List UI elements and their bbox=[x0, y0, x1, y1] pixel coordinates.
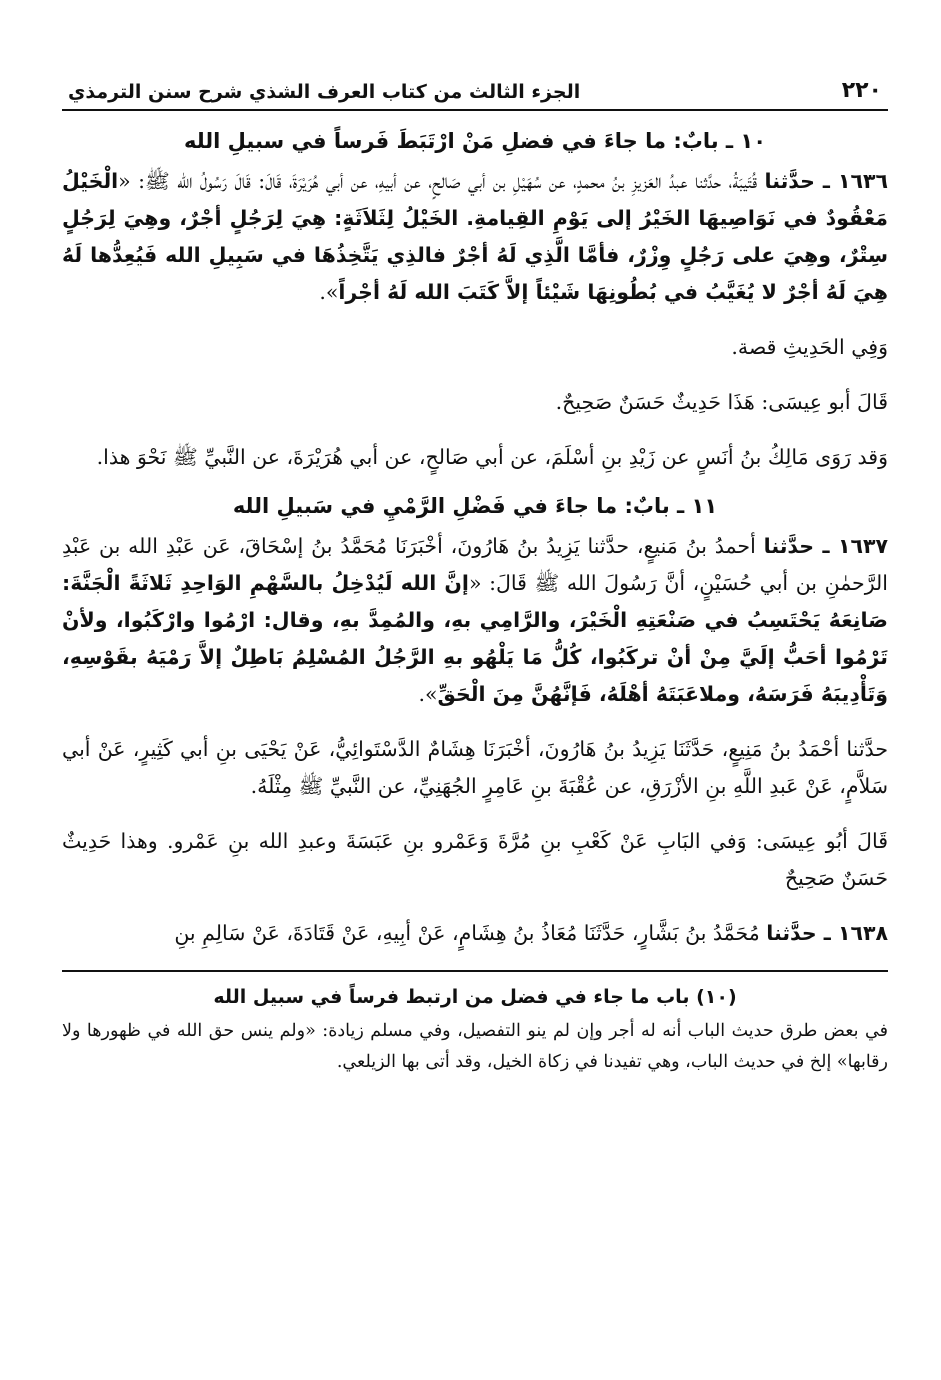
running-header bbox=[62, 78, 888, 111]
footnote-text: في بعض طرق حديث الباب أنه له أجر وإن لم ينو التفصيل، وفي مسلم زيادة: «ولم ينس حق الله في ظهورها ولا رقابها» إلخ في حديث الباب، وهي تفيدنا في زكاة الخيل، وقد أتى بها الزيلعي. bbox=[62, 1021, 888, 1072]
hadith-number: ١٦٣٦ ـ حدَّثنا bbox=[764, 169, 888, 193]
quote-close: ». bbox=[319, 280, 339, 304]
note-qissa: وَفِي الحَدِيثِ قصة. bbox=[731, 335, 888, 359]
book-page bbox=[62, 78, 888, 1078]
chapter-heading-10: ١٠ ـ بابٌ: ما جاءَ في فضلِ مَنْ ارْتَبَطَ فَرساً في سبيلِ الله bbox=[183, 129, 767, 153]
ibn-mani-narration: حدَّثنا أحْمَدُ بنُ مَنِيعٍ، حَدَّثَنَا يَزِيدُ بنُ هَارُونَ، أخْبَرَنَا هِشَامٌ الدَّسْتَوائِيُّ، عَنْ يَحْيَى بنِ أبي كَثِيرٍ، عَنْ أبي سَلاَّمٍ، عَنْ عَبدِ اللَّهِ بنِ الأزْرَقِ، عن عُقْبَةَ بنِ عَامِرٍ الجُهَنِيِّ، عن النَّبيِّ ﷺ مِثْلَهُ. bbox=[62, 737, 888, 798]
quote-close: ». bbox=[418, 682, 438, 706]
running-title: الجزء الثالث من كتاب العرف الشذي شرح سنن الترمذي bbox=[68, 81, 581, 103]
hadith-number: ١٦٣٨ ـ حدَّثنا bbox=[766, 921, 888, 945]
chapter-heading-11: ١١ ـ بابٌ: ما جاءَ في فَضْلِ الرَّمْيِ في سَبيلِ الله bbox=[232, 494, 718, 518]
footnote-heading: (١٠) باب ما جاء في فضل من ارتبط فرساً في سبيل الله bbox=[213, 986, 737, 1008]
page-number: ٢٢٠ bbox=[841, 78, 882, 103]
matn: إنَّ الله لَيُدْخِلُ بالسَّهْمِ الوَاحِدِ ثَلاثَةً الْجَنَّةَ: صَانِعَهُ يَحْتَسِبُ في صَنْعَتِهِ الْخَيْرَ، والرَّامِي بهِ، والمُمِدَّ بهِ، وقال: ارْمُوا وارْكَبُوا، ولأنْ تَرْمُوا أحَبُّ إلَيَّ مِنْ أنْ تركَبُوا، كُلُّ مَا يَلْهُو بهِ الرَّجُلُ المُسْلِمُ بَاطِلٌ إلاَّ رَمْيَهُ بقَوْسِهِ، وَتَأْدِيبَهُ فَرَسَهُ، وملاعَبَتَهُ أهْلَهُ، فَإنَّهُنَّ مِنَ الْحَقِّ bbox=[62, 571, 888, 706]
fil-bab-note: قَالَ أبُو عِيسَى: وَفي البَابِ عَنْ كَعْبِ بنِ مُرَّةَ وَعَمْرو بنِ عَبَسَةَ وعبدِ الله بنِ عَمْرو. وهذا حَدِيثٌ حَسَنٌ صَحِيحٌ bbox=[62, 829, 888, 890]
hadith-1638 bbox=[62, 915, 888, 952]
hadith-number: ١٦٣٧ ـ حدَّثنا bbox=[763, 534, 889, 558]
malik-narration: وَقد رَوَى مَالِكُ بنُ أنَسٍ عن زَيْدِ بنِ أسْلَمَ، عن أبي صَالحٍ، عن أبي هُرَيْرَةَ، عن النَّبيِّ ﷺ نَحْوَ هذا. bbox=[96, 445, 888, 469]
isnad: أحمدُ بنُ مَنيعٍ، حدَّثنا يَزِيدُ بنُ هَارُونَ، أخْبَرَنَا مُحَمَّدُ بنُ إسْحَاقَ، عَن عَبْدِ الله بن عَبْدِ الرَّحمٰنِ بن أبي حُسَيْنٍ، أنَّ رَسُولَ الله ﷺ قَالَ: « bbox=[62, 534, 888, 595]
isnad: مُحَمَّدُ بنُ بَشَّارٍ، حَدَّثَنَا مُعَاذُ بنُ هِشَامٍ، عَنْ أبِيهِ، عَنْ قَتَادَةَ، عَنْ سَالِمِ بنِ bbox=[174, 921, 767, 945]
grading: قَالَ أبو عِيسَى: هَذَا حَدِيثٌ حَسَنٌ صَحِيحٌ. bbox=[555, 390, 888, 414]
matn: الْخَيْلُ مَعْقُودٌ في نَوَاصِيهَا الخَيْرُ إلى يَوْمِ القِيامةِ. الخَيْلُ لِثَلاَثَةٍ: هِيَ لِرَجُلٍ أجْرٌ، وهِيَ لِرَجُلٍ سِتْرٌ، وهِيَ على رَجُلٍ وِزْرٌ، فأمَّا الَّذِي لَهُ أجْرٌ فالذِي يَتَّخِذُهَا في سَبِيلِ الله فَيُعِدُّها لَهُ هِيَ لَهُ أجْرٌ لا يُغَيَّبُ في بُطُونِهَا شَيْئاً إلاَّ كَتَبَ الله لَهُ أجْراً bbox=[62, 169, 888, 304]
hadith-1636 bbox=[62, 163, 888, 311]
hadith-1637 bbox=[62, 528, 888, 713]
footnote-divider bbox=[62, 970, 888, 972]
isnad: قُتَيبَةُ، حدَّثنا عبدُ العَزيزِ بنُ محمدٍ، عن سُهَيْلِ بن أبي صَالحٍ، عن أبيهِ، عن أبي هُرَيْرَةَ، قَالَ: قَالَ رَسُولُ الله ﷺ: « bbox=[118, 169, 765, 193]
